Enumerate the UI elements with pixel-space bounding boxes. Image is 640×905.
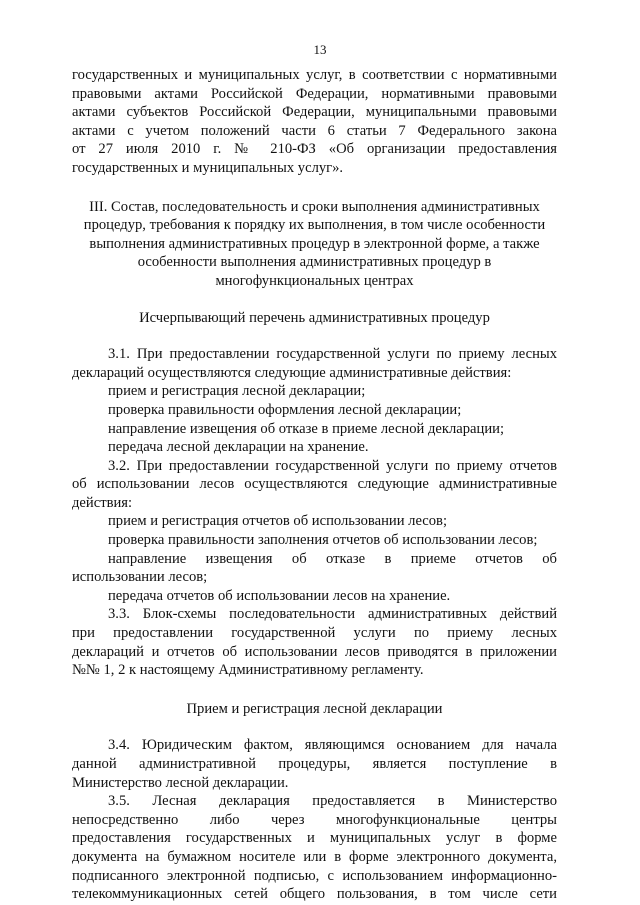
document-body — [72, 66, 557, 904]
text-line: непосредственно либо через многофункциональные центры — [72, 811, 557, 828]
text-line: 3.1. При предоставлении государственной услуги по приему лесных — [108, 346, 557, 363]
heading-line: Прием и регистрация лесной декларации — [186, 700, 443, 717]
heading-line: многофункциональных центрах — [215, 272, 414, 289]
text-line: использовании лесов; — [72, 569, 208, 586]
text-line: подписанного электронной подписью, с использованием информационно- — [72, 867, 557, 884]
text-line: об использовании лесов осуществляются следующие административные — [72, 476, 557, 493]
text-line: предоставления государственных и муниципальных услуг в форме — [72, 830, 557, 847]
text-line: деклараций осуществляются следующие административные действия: — [72, 364, 512, 381]
text-line: при предоставлении государственной услуги по приему лесных — [72, 625, 557, 642]
heading-line: процедур, требования к порядку их выполнения, в том числе особенности — [83, 217, 546, 234]
spacer — [72, 178, 557, 198]
text-line: деклараций и отчетов об использовании лесов приводятся в приложении — [72, 643, 557, 660]
text-line: актами с учетом положений части 6 статьи 7 Федерального закона — [72, 122, 557, 139]
text-line: проверка правильности оформления лесной декларации; — [108, 401, 462, 418]
text-line: Министерство лесной декларации. — [72, 774, 289, 791]
text-line: телекоммуникационных сетей общего пользования, в том числе сети — [72, 886, 557, 903]
text-line: государственных и муниципальных услуг, в соответствии с нормативными — [72, 67, 557, 83]
text-line: действия: — [72, 494, 133, 511]
text-line: 3.4. Юридическим фактом, являющимся основанием для начала — [108, 737, 557, 754]
heading-line: выполнения административных процедур в электронной форме, а также — [89, 235, 540, 252]
text-line: правовыми актами Российской Федерации, нормативными правовыми — [72, 85, 557, 102]
spacer — [72, 291, 557, 309]
spacer — [72, 680, 557, 700]
text-line: проверка правильности заполнения отчетов об использовании лесов; — [108, 532, 538, 549]
text-line: передача отчетов об использовании лесов на хранение. — [108, 587, 451, 604]
spacer — [72, 327, 557, 345]
text-line: 3.3. Блок-схемы последовательности административных действий — [108, 606, 557, 623]
text-line: направление извещения об отказе в приеме лесной декларации; — [108, 420, 504, 437]
text-line: прием и регистрация лесной декларации; — [108, 383, 366, 400]
spacer — [72, 718, 557, 736]
text-line: 3.5. Лесная декларация предоставляется в Министерство — [108, 793, 557, 810]
heading-line: III. Состав, последовательность и сроки выполнения административных — [89, 198, 540, 215]
text-line: прием и регистрация отчетов об использовании лесов; — [108, 513, 447, 530]
text-line: документа на бумажном носителе или в форме электронного документа, — [72, 848, 557, 865]
heading-line: особенности выполнения административных процедур в — [137, 254, 492, 271]
text-line: №№ 1, 2 к настоящему Административному регламенту. — [72, 662, 424, 679]
heading-line: Исчерпывающий перечень административных процедур — [139, 309, 490, 326]
text-line: от 27 июля 2010 г. № 210-ФЗ «Об организации предоставления — [72, 141, 557, 158]
text-line: направление извещения об отказе в приеме отчетов об — [108, 550, 557, 567]
text-line: 3.2. При предоставлении государственной услуги по приему отчетов — [108, 457, 557, 474]
text-line: государственных и муниципальных услуг». — [72, 159, 344, 176]
text-line: актами субъектов Российской Федерации, муниципальными правовыми — [72, 104, 557, 121]
text-line: передача лесной декларации на хранение. — [108, 439, 369, 456]
page-number: 13 — [313, 42, 327, 57]
text-line: данной административной процедуры, является поступление в — [72, 756, 557, 772]
